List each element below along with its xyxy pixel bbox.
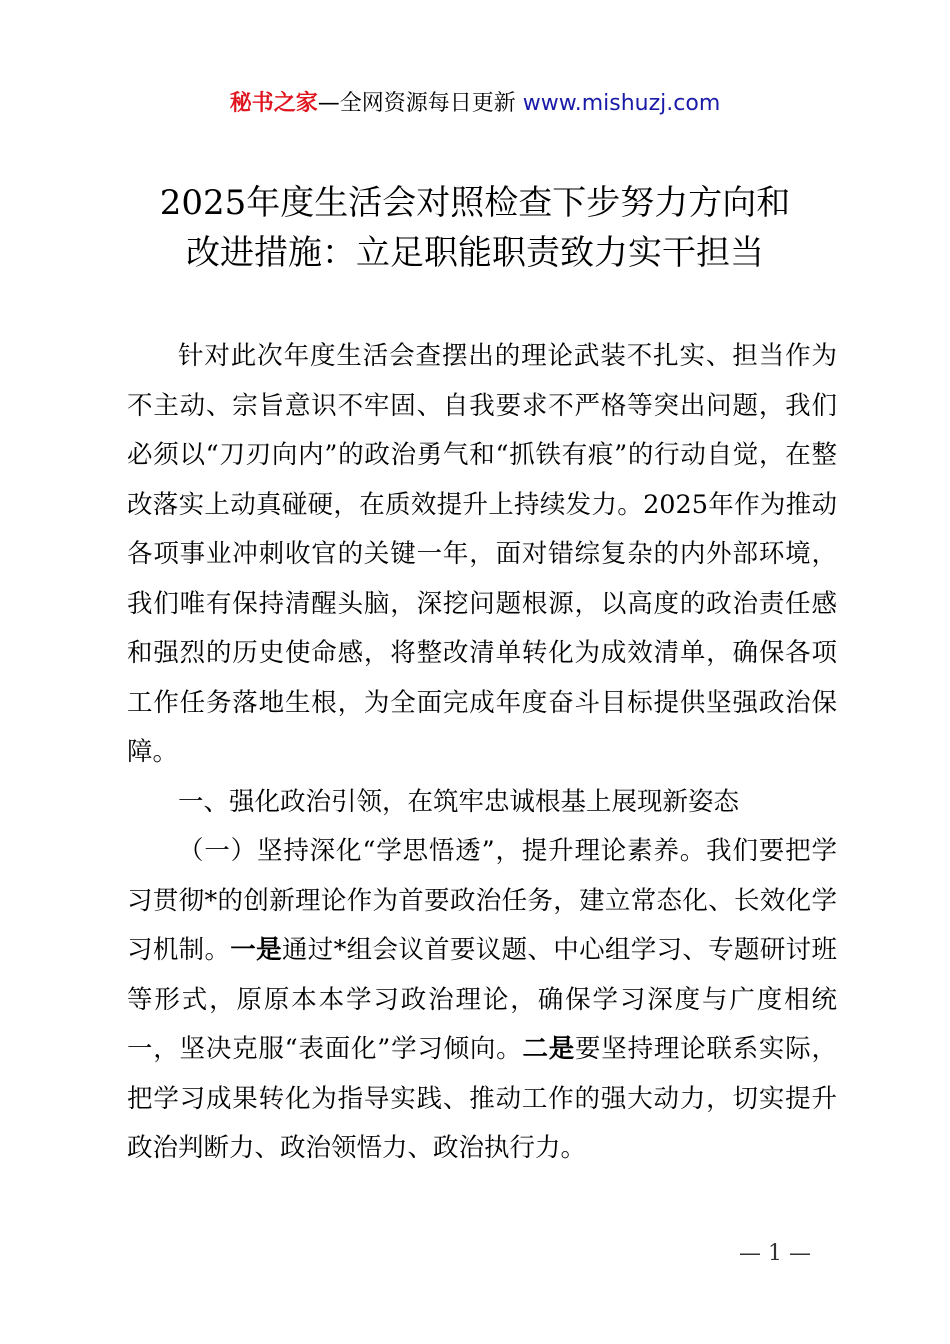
subsection-1-paragraph: [127, 827, 837, 1174]
intro-paragraph: 针对此次年度生活会查摆出的理论武装不扎实、担当作为不主动、宗旨意识不牢固、自我要求不严格等突出问题，我们必须以“刀刃向内”的政治勇气和“抓铁有痕”的行动自觉，在整改落实上动真碰硬，在质效提升上持续发力。2025年作为推动各项事业冲刺收官的关键一年，面对错综复杂的内外部环境，我们唯有保持清醒头脑，深挖问题根源，以高度的政治责任感和强烈的历史使命感，将整改清单转化为成效清单，确保各项工作任务落地生根，为全面完成年度奋斗目标提供坚强政治保障。: [127, 341, 837, 767]
brand-name: 秘书之家: [229, 91, 318, 116]
document-title: [100, 178, 850, 278]
subsection-1-text-c: 要坚持理论联系实际，把学习成果转化为指导实践、推动工作的强大动力，切实提升政治判断力、政治领悟力、政治执行力。: [127, 1034, 837, 1163]
title-line-1: 2025年度生活会对照检查下步努力方向和: [159, 183, 791, 223]
document-body: [127, 332, 837, 1174]
site-url-link[interactable]: www.mishuzj.com: [522, 91, 721, 116]
site-header: [0, 88, 950, 120]
section-1-heading: 一、强化政治引领，在筑牢忠诚根基上展现新姿态: [178, 786, 740, 817]
point-label-2: 二是: [522, 1034, 576, 1064]
header-tagline: —全网资源每日更新: [317, 91, 523, 116]
subsection-1-text-a: （一）坚持深化“学思悟透”，提升理论素养。我们要把学习贯彻*的创新理论作为首要政治任务，建立常态化、长效化学习机制。: [127, 836, 837, 965]
title-line-2: 改进措施：立足职能职责致力实干担当: [186, 233, 764, 273]
page-number: — 1 —: [739, 1241, 811, 1266]
subsection-1-text-b: 通过*组会议首要议题、中心组学习、专题研讨班等形式，原原本本学习政治理论，确保学习深度与广度相统一，坚决克服“表面化”学习倾向。: [127, 935, 837, 1064]
point-label-1: 一是: [230, 935, 282, 965]
